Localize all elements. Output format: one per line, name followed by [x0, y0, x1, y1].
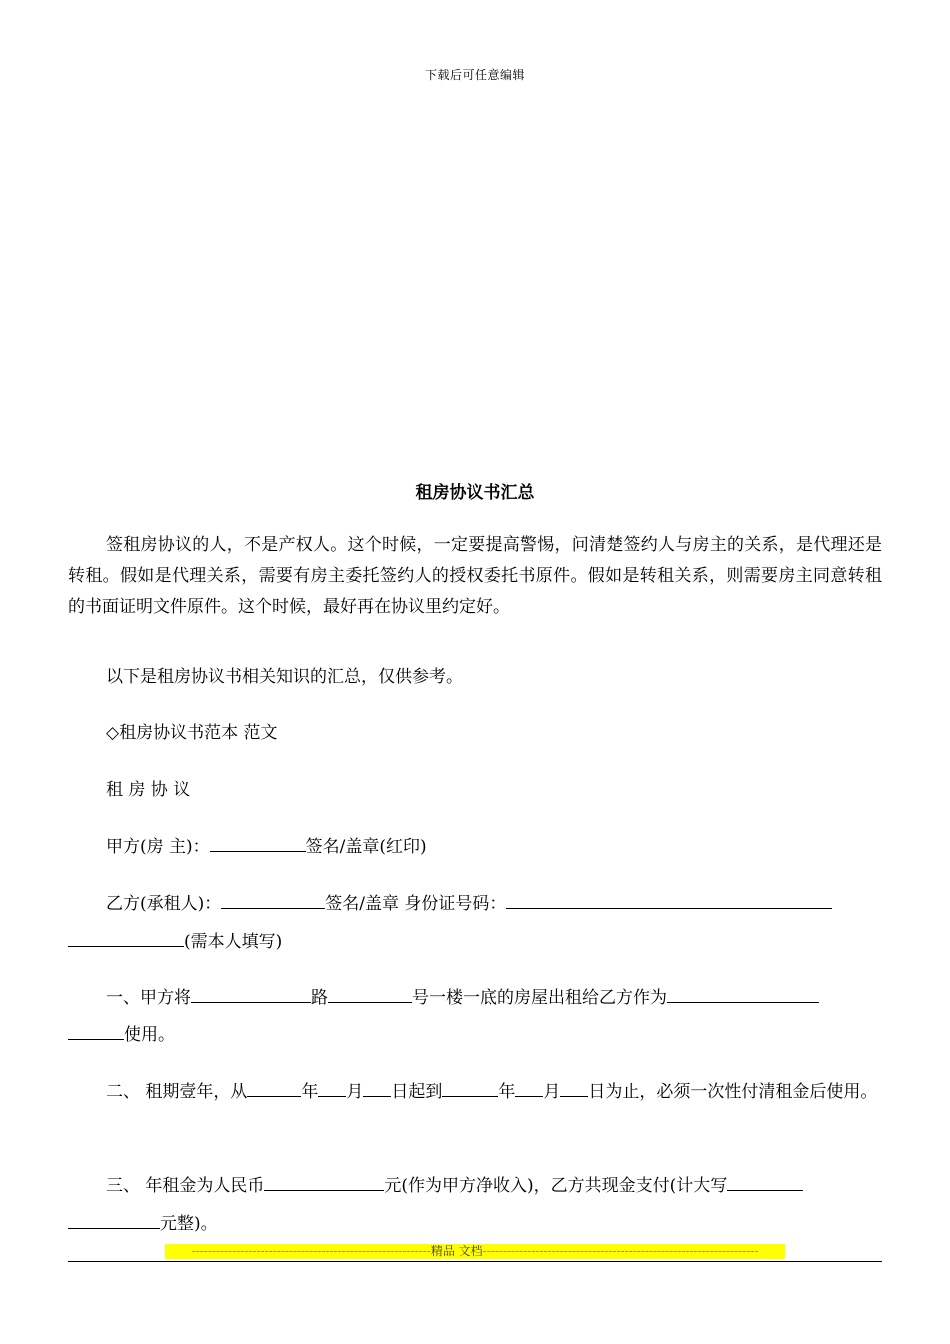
clause-2-month2: 月 — [543, 1082, 561, 1102]
clause-3-suffix: 元整)。 — [160, 1214, 218, 1234]
clause-3-mid: 元(作为甲方净收入)，乙方共现金支付(计大写 — [384, 1176, 728, 1196]
section-heading: ◇租房协议书范本 范文 — [106, 723, 278, 743]
party-b-line — [68, 888, 882, 920]
clause-1-road-field — [191, 982, 311, 1003]
clause-3-line-2 — [68, 1208, 882, 1240]
clause-2-start-month-field — [318, 1076, 346, 1097]
clause-2-start-year-field — [247, 1076, 301, 1097]
page-header: 下载后可任意编辑 — [424, 68, 525, 82]
intro-paragraph: 签租房协议的人，不是产权人。这个时候，一定要提高警惕，问清楚签约人与房主的关系，是代理还是转租。假如是代理关系，需要有房主委托签约人的授权委托书原件。假如是转租关系，则需要房主同意转租的书面证明文件原件。这个时候，最好再在协议里约定好。 — [68, 535, 882, 617]
clause-3-prefix: 三、 年租金为人民币 — [106, 1176, 265, 1196]
clause-1-line-2 — [68, 1019, 882, 1051]
clause-2-line — [68, 1076, 882, 1108]
party-b-note: (需本人填写) — [184, 932, 283, 952]
clause-3-uppercase-field-cont — [68, 1208, 160, 1229]
footer-watermark — [165, 1244, 785, 1259]
party-b-line-2 — [68, 926, 882, 958]
clause-2-day1: 日起到 — [391, 1082, 443, 1102]
clause-3-amount-field — [264, 1170, 384, 1191]
clause-2-prefix: 二、 租期壹年，从 — [106, 1082, 248, 1102]
clause-2-month1: 月 — [346, 1082, 364, 1102]
clause-2-end-day-field — [560, 1076, 588, 1097]
clause-2-year1: 年 — [301, 1082, 319, 1102]
clause-1-prefix: 一、甲方将 — [106, 988, 191, 1008]
clause-1-use-field — [667, 982, 819, 1003]
clause-2-end-year-field — [442, 1076, 498, 1097]
clause-1-suffix: 使用。 — [124, 1025, 175, 1045]
intro-note: 以下是租房协议书相关知识的汇总，仅供参考。 — [106, 667, 463, 687]
party-b-label: 乙方(承租人)： — [106, 894, 222, 914]
party-b-sign: 签名/盖章 身份证号码： — [325, 894, 507, 914]
clause-2-end-month-field — [515, 1076, 543, 1097]
party-b-id-field-cont — [68, 926, 184, 947]
clause-1-text: 号一楼一底的房屋出租给乙方作为 — [412, 988, 667, 1008]
clause-1-number-field — [328, 982, 412, 1003]
party-b-id-field — [506, 888, 832, 909]
party-a-label: 甲方(房 主)： — [106, 837, 210, 857]
clause-2-start-day-field — [363, 1076, 391, 1097]
footer-dashes-left: ----------------------------------------------------------- — [191, 1244, 431, 1258]
party-a-line — [68, 831, 882, 863]
document-title: 租房协议书汇总 — [415, 483, 535, 503]
footer-rule — [68, 1261, 882, 1262]
footer-label: 精品 文档 — [430, 1244, 483, 1258]
clause-1-use-field-cont — [68, 1019, 124, 1040]
party-b-name-field — [221, 888, 325, 909]
footer-dashes-right: -------------------------------------------------------------------- — [482, 1244, 759, 1258]
clause-1-line — [68, 982, 882, 1014]
clause-2-year2: 年 — [498, 1082, 516, 1102]
agreement-title: 租 房 协 议 — [106, 780, 191, 800]
clause-3-line — [68, 1170, 882, 1202]
party-a-name-field — [210, 831, 306, 852]
clause-3-uppercase-field — [727, 1170, 803, 1191]
clause-2-day2: 日为止，必须一次性付清租金后使用。 — [588, 1082, 878, 1102]
clause-1-road: 路 — [311, 988, 328, 1008]
party-a-sign: 签名/盖章(红印) — [305, 837, 427, 857]
